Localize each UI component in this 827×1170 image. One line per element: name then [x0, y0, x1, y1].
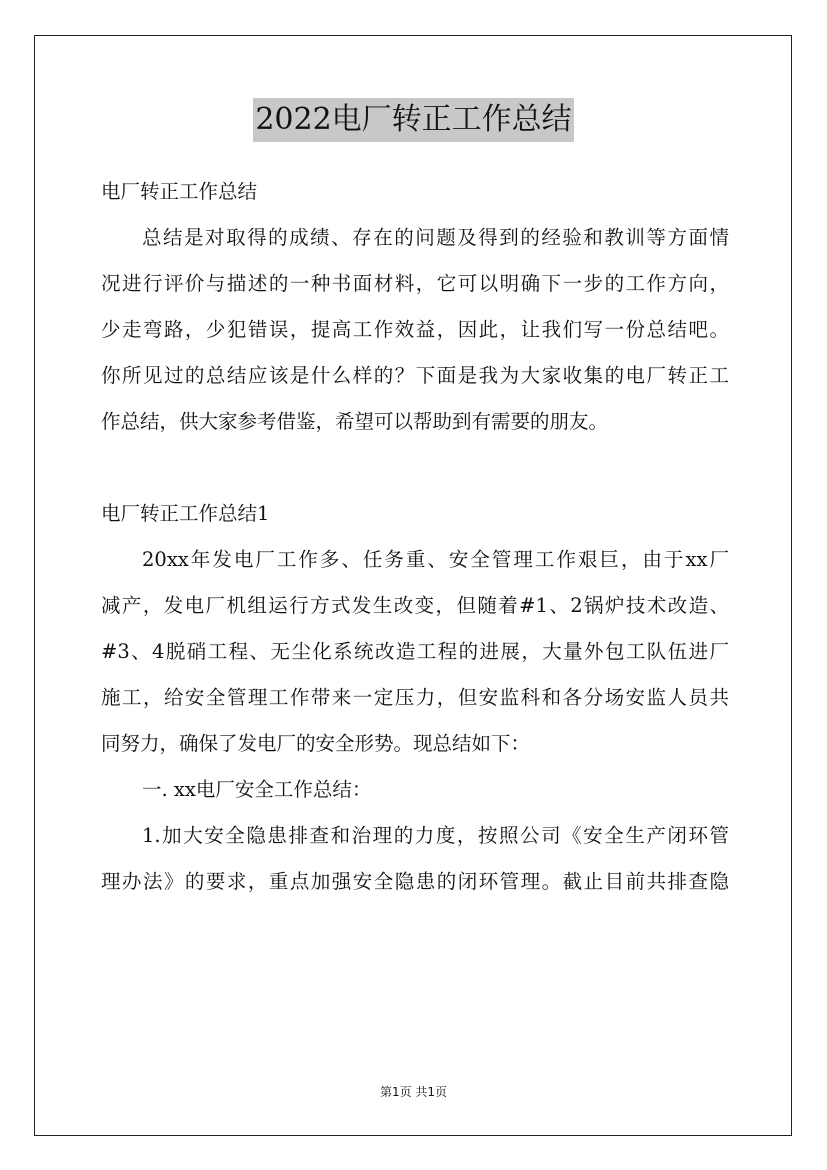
- paragraph-line: 况进行评价与描述的一种书面材料，它可以明确下一步的工作方向，: [101, 272, 729, 295]
- document-title: 2022电厂转正工作总结: [253, 98, 573, 142]
- page-footer: 第1页 共1页: [379, 1085, 448, 1099]
- document-body: [101, 169, 729, 905]
- paragraph-line: 少走弯路，少犯错误，提高工作效益，因此，让我们写一份总结吧。: [101, 318, 729, 341]
- title-container: [0, 98, 827, 142]
- paragraph-line: 减产，发电厂机组运行方式发生改变，但随着#1、2锅炉技术改造、: [101, 594, 729, 617]
- paragraph-line: 你所见过的总结应该是什么样的？下面是我为大家收集的电厂转正工: [101, 364, 729, 387]
- paragraph-line: 施工，给安全管理工作带来一定压力，但安监科和各分场安监人员共: [101, 686, 729, 709]
- paragraph-line: 20xx年发电厂工作多、任务重、安全管理工作艰巨，由于xx厂: [142, 548, 729, 571]
- document-subtitle: 电厂转正工作总结: [101, 180, 258, 203]
- section1-paragraph: [101, 537, 729, 767]
- point1-paragraph: [101, 813, 729, 905]
- paragraph-line: 理办法》的要求，重点加强安全隐患的闭环管理。截止目前共排查隐: [101, 870, 729, 893]
- paragraph-line: 作总结，供大家参考借鉴，希望可以帮助到有需要的朋友。: [101, 410, 609, 433]
- paragraph-line: 总结是对取得的成绩、存在的问题及得到的经验和教训等方面情: [142, 226, 729, 249]
- paragraph-line: 同努力，确保了发电厂的安全形势。现总结如下：: [101, 732, 531, 755]
- paragraph-line: 1.加大安全隐患排查和治理的力度，按照公司《安全生产闭环管: [142, 824, 729, 847]
- intro-paragraph: [101, 215, 729, 445]
- section-heading: 电厂转正工作总结1: [101, 502, 270, 525]
- paragraph-spacer: [101, 445, 729, 491]
- paragraph-line: #3、4脱硝工程、无尘化系统改造工程的进展，大量外包工队伍进厂: [101, 640, 729, 663]
- subheading: 一. xx电厂安全工作总结：: [142, 778, 372, 801]
